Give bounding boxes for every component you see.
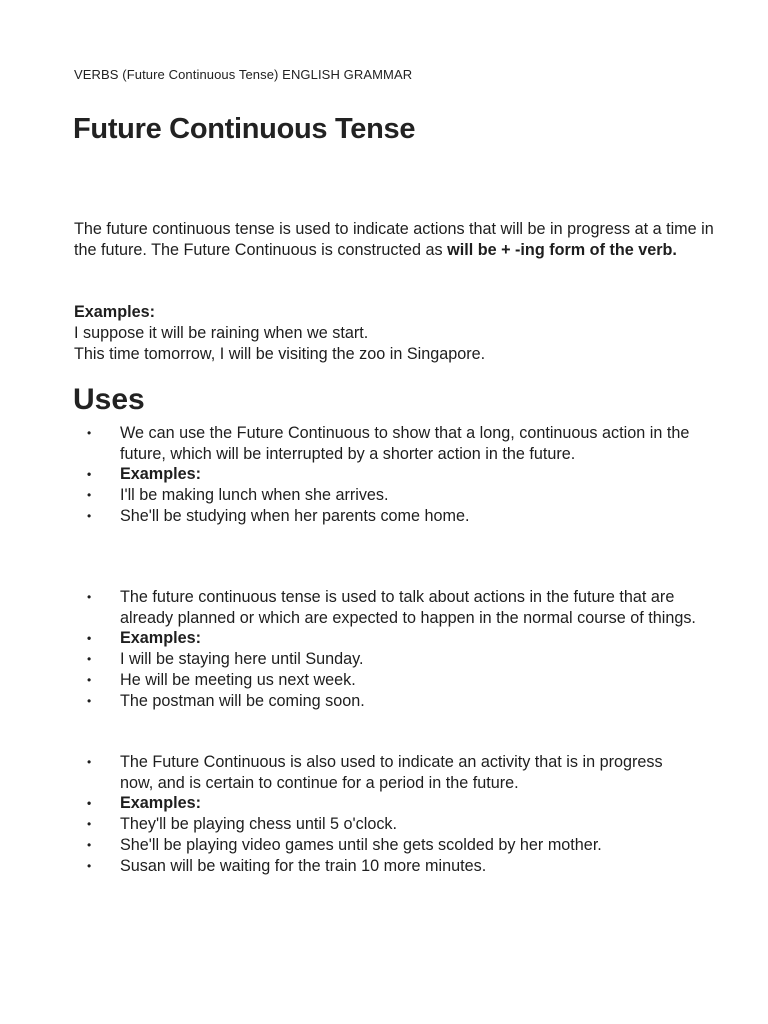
list-item — [0, 793, 700, 814]
list-item — [0, 423, 700, 464]
uses-list-3 — [0, 752, 768, 876]
bullet-glyph: • — [87, 488, 92, 503]
list-item — [0, 835, 700, 856]
document-subject-line: VERBS (Future Continuous Tense) ENGLISH GRAMMAR — [74, 67, 413, 82]
list-item — [0, 670, 700, 691]
examples-heading: Examples: — [74, 303, 155, 321]
list-item-text: I will be staying here until Sunday. — [120, 650, 364, 669]
list-item-text: Examples: — [120, 629, 201, 648]
bullet-glyph: • — [87, 837, 92, 852]
list-item — [0, 814, 700, 835]
list-item-text: The Future Continuous is also used to indicate an activity that is in progress now, and is certain to continue for a period in the future. — [120, 753, 663, 792]
list-item — [0, 506, 700, 527]
list-item — [0, 649, 700, 670]
bullet-glyph: • — [87, 590, 92, 604]
bullet-glyph: • — [87, 426, 92, 440]
bullet-glyph: • — [87, 796, 92, 811]
list-item — [0, 587, 700, 628]
bullet-glyph: • — [87, 508, 92, 523]
list-item — [0, 464, 700, 485]
list-item-text: The future continuous tense is used to talk about actions in the future that are already planned or which are expected to happen in the normal course of things. — [120, 588, 696, 627]
bullet-glyph: • — [87, 755, 92, 769]
bullet-glyph: • — [87, 858, 92, 873]
list-item-text: She'll be playing video games until she gets scolded by her mother. — [120, 835, 602, 854]
bullet-glyph: • — [87, 693, 92, 708]
intro-examples — [74, 302, 714, 364]
bullet-glyph: • — [87, 672, 92, 687]
list-item-text: Examples: — [120, 794, 201, 813]
list-item-text: They'll be playing chess until 5 o'clock. — [120, 815, 398, 834]
list-item-text: Susan will be waiting for the train 10 more minutes. — [120, 856, 487, 875]
list-item-text: She'll be studying when her parents come home. — [120, 506, 470, 525]
bullet-glyph: • — [87, 652, 92, 667]
list-item-text: I'll be making lunch when she arrives. — [120, 486, 389, 505]
bullet-glyph: • — [87, 631, 92, 646]
bullet-glyph: • — [87, 817, 92, 832]
list-item — [0, 485, 700, 506]
example-line: This time tomorrow, I will be visiting the zoo in Singapore. — [74, 344, 486, 363]
bullet-glyph: • — [87, 467, 92, 482]
uses-list-1 — [0, 423, 768, 527]
uses-list-2 — [0, 587, 768, 711]
list-item-text: Examples: — [120, 465, 201, 484]
list-item — [0, 691, 700, 712]
intro-text: The future continuous tense is used to indicate actions that will be in progress at a time in the future. The Future Continuous is constructed as — [74, 220, 714, 259]
list-item — [0, 856, 700, 877]
list-item-text: He will be meeting us next week. — [120, 670, 356, 689]
list-item-text: We can use the Future Continuous to show that a long, continuous action in the future, which will be interrupted by a shorter action in the future. — [120, 424, 690, 463]
list-item — [0, 628, 700, 649]
example-line: I suppose it will be raining when we start. — [74, 323, 369, 342]
intro-paragraph — [74, 219, 714, 261]
intro-bold-formula: will be + -ing form of the verb. — [447, 240, 677, 259]
list-item-text: The postman will be coming soon. — [120, 691, 365, 710]
uses-heading: Uses — [73, 383, 145, 416]
page-title: Future Continuous Tense — [73, 113, 416, 145]
list-item — [0, 752, 700, 793]
